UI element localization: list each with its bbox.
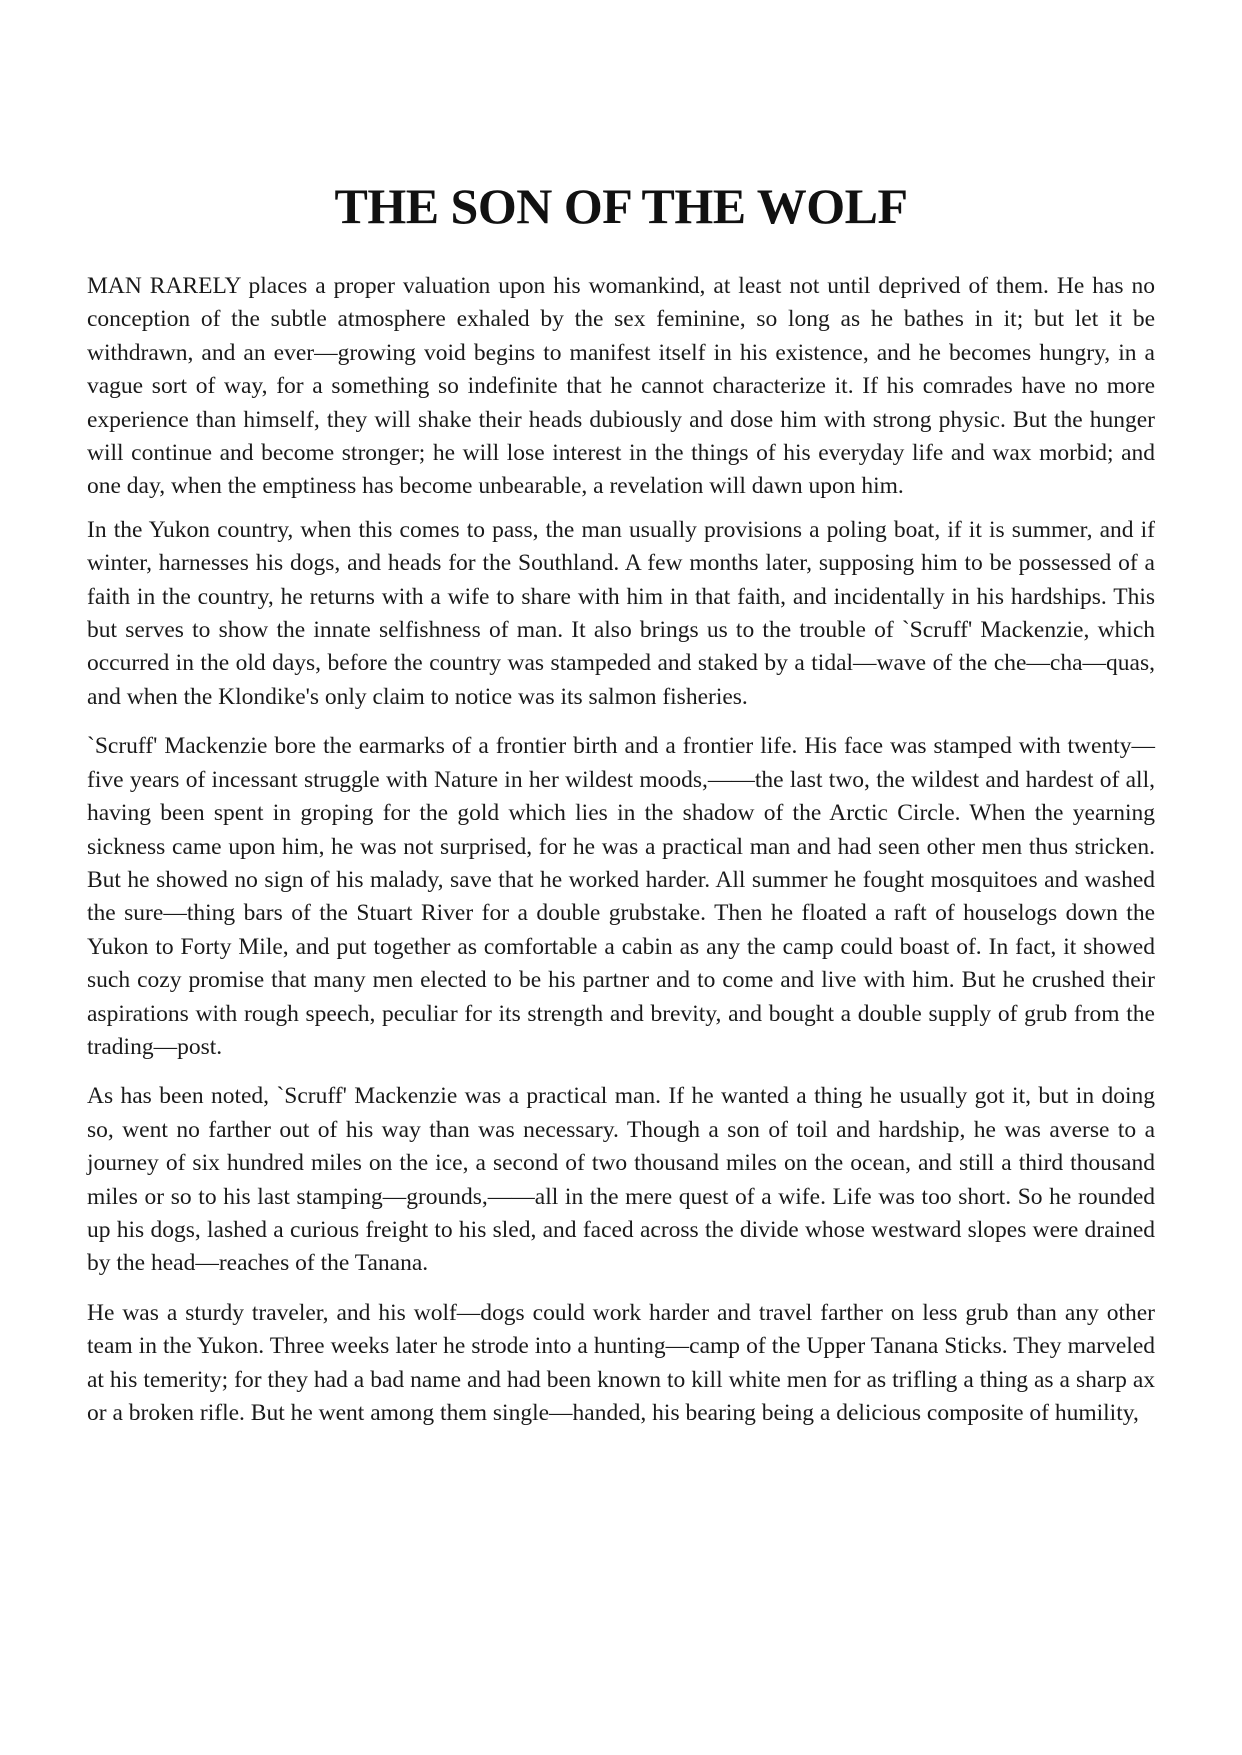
paragraph: In the Yukon country, when this comes to pass, the man usually provisions a poling boat, if it is summer, and if winter, harnesses his dogs, and heads for the Southland. A few months later, supposing him to be possessed of a faith in the country, he returns with a wife to share with him in that faith, and incidentally in his hardships. This but serves to show the innate selfishness of man. It also brings us to the trouble of `Scruff' Mackenzie, which occurred in the old days, before the country was stampeded and staked by a tidal—wave of the che—cha—quas, and when the Klondike's only claim to notice was its salmon fisheries. [87,516,1155,710]
paragraph: `Scruff' Mackenzie bore the earmarks of a frontier birth and a frontier life. His face was stamped with twenty—five years of incessant struggle with Nature in her wildest moods,——the last two, the wildest and hardest of all, having been spent in groping for the gold which lies in the shadow of the Arctic Circle. When the yearning sickness came upon him, he was not surprised, for he was a practical man and had seen other men thus stricken. But he showed no sign of his malady, save that he worked harder. All summer he fought mosquitoes and washed the sure—thing bars of the Stuart River for a double grubstake. Then he floated a raft of houselogs down the Yukon to Forty Mile, and put together as comfortable a cabin as any the camp could boast of. In fact, it showed such cozy promise that many men elected to be his partner and to come and live with him. But he crushed their aspirations with rough speech, peculiar for its strength and brevity, and bought a double supply of grub from the trading—post. [87,733,1155,1060]
paragraph: As has been noted, `Scruff' Mackenzie was a practical man. If he wanted a thing he usually got it, but in doing so, went no farther out of his way than was necessary. Though a son of toil and hardship, he was averse to a journey of six hundred miles on the ice, a second of two thousand miles on the ocean, and still a third thousand miles or so to his last stamping—grounds,——all in the mere quest of a wife. Life was too short. So he rounded up his dogs, lashed a curious freight to his sled, and faced across the divide whose westward slopes were drained by the head—reaches of the Tanana. [87,1083,1155,1277]
paragraph: MAN RARELY places a proper valuation upon his womankind, at least not until deprived of them. He has no conception of the subtle atmosphere exhaled by the sex feminine, so long as he bathes in it; but let it be withdrawn, and an ever—growing void begins to manifest itself in his existence, and he becomes hungry, in a vague sort of way, for a something so indefinite that he cannot characterize it. If his comrades have no more experience than himself, they will shake their heads dubiously and dose him with strong physic. But the hunger will continue and become stronger; he will lose interest in the things of his everyday life and wax morbid; and one day, when the emptiness has become unbearable, a revelation will dawn upon him. [87,273,1155,500]
chapter-body [87,270,1155,1440]
chapter-title: THE SON OF THE WOLF [334,178,908,234]
paragraph: He was a sturdy traveler, and his wolf—dogs could work harder and travel farther on less grub than any other team in the Yukon. Three weeks later he strode into a hunting—camp of the Upper Tanana Sticks. They marveled at his temerity; for they had a bad name and had been known to kill white men for as trifling a thing as a sharp ax or a broken rifle. But he went among them single—handed, his bearing being a delicious composite of humility, [87,1299,1155,1426]
